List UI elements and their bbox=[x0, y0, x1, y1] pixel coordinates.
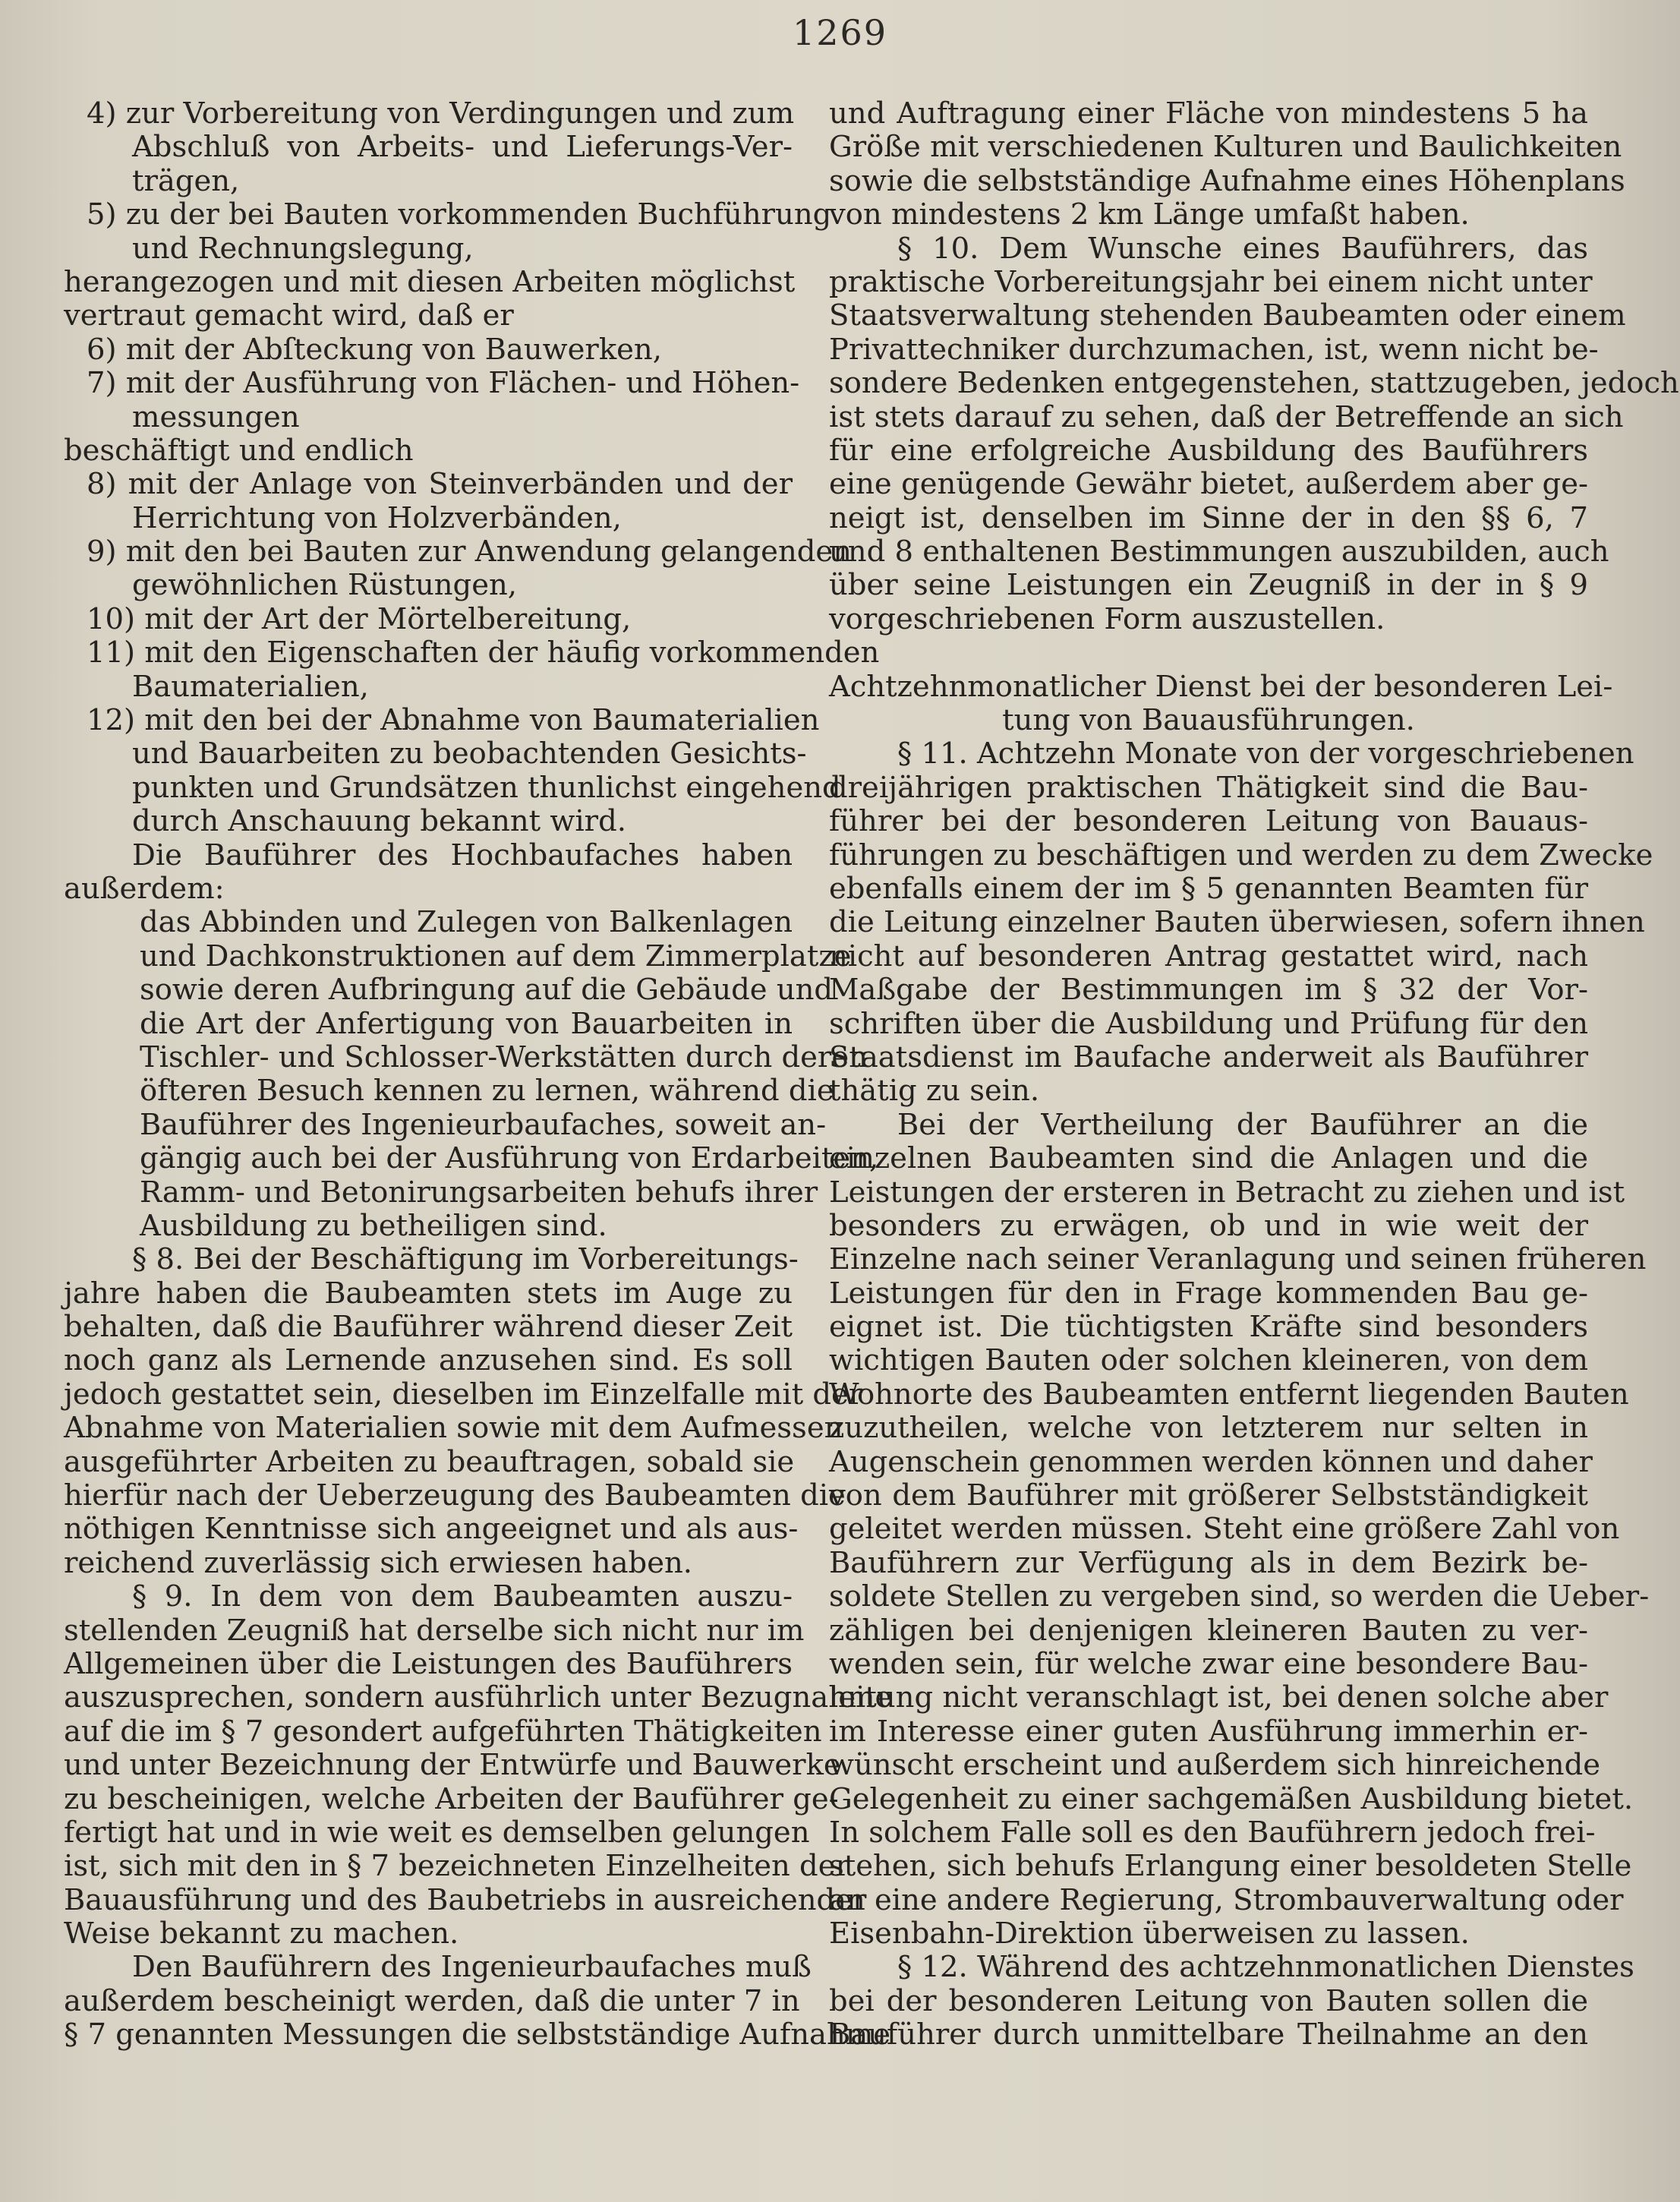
text-line: 12) mit den bei der Abnahme von Baumaterialien bbox=[87, 703, 820, 738]
text-line: 11) mit den Eigenschaften der häufig vorkommenden bbox=[87, 636, 880, 670]
text-line: fertigt hat und in wie weit es demselben gelungen bbox=[64, 1815, 810, 1850]
section-heading: Achtzehnmonatlicher Dienst bei der besonderen Lei- bbox=[829, 669, 1613, 704]
text-line: Gelegenheit zu einer sachgemäßen Ausbildung bietet. bbox=[829, 1781, 1634, 1816]
text-line: hierfür nach der Ueberzeugung des Baubeamten die bbox=[64, 1478, 846, 1513]
section-12-start: § 12. Während des achtzehnmonatlichen Dienstes bbox=[897, 1950, 1634, 1985]
text-line: ist, sich mit den in § 7 bezeichneten Einzelheiten der bbox=[64, 1849, 849, 1884]
text-line: über seine Leistungen ein Zeugniß in der in § 9 bbox=[829, 568, 1588, 603]
text-line: Leistungen der ersteren in Betracht zu ziehen und ist bbox=[829, 1175, 1625, 1210]
text-line: Leistungen für den in Frage kommenden Bau ge- bbox=[829, 1276, 1588, 1311]
text-line: vorgeschriebenen Form auszustellen. bbox=[829, 601, 1385, 636]
text-line: messungen bbox=[132, 399, 300, 434]
text-line: § 7 genannten Messungen die selbstständige Aufnahme bbox=[64, 2017, 891, 2052]
text-line: punkten und Grundsätzen thunlichst eingehend bbox=[132, 770, 841, 805]
text-line: jedoch gestattet sein, dieselben im Einzelfalle mit der bbox=[64, 1377, 863, 1412]
text-line: und unter Bezeichnung der Entwürfe und Bauwerke bbox=[64, 1748, 841, 1783]
text-line: Wohnorte des Baubeamten entfernt liegenden Bauten bbox=[829, 1377, 1629, 1412]
text-line: Bauausführung und des Baubetriebs in ausreichender bbox=[64, 1882, 867, 1917]
text-line: wünscht erscheint und außerdem sich hinreichende bbox=[829, 1748, 1601, 1783]
text-line: 4) zur Vorbereitung von Verdingungen und zum bbox=[87, 96, 795, 131]
text-line: schriften über die Ausbildung und Prüfung für den bbox=[829, 1006, 1588, 1041]
text-line: an eine andere Regierung, Strombauverwaltung oder bbox=[829, 1882, 1624, 1917]
text-line: sowie die selbstständige Aufnahme eines Höhenplans bbox=[829, 163, 1625, 198]
text-line: 9) mit den bei Bauten zur Anwendung gelangenden bbox=[87, 535, 852, 569]
text-line: Augenschein genommen werden können und daher bbox=[829, 1444, 1593, 1479]
text-line: vertraut gemacht wird, daß er bbox=[64, 298, 514, 333]
text-line: Baumaterialien, bbox=[132, 669, 369, 704]
text-line: zähligen bei denjenigen kleineren Bauten zu ver- bbox=[829, 1613, 1588, 1648]
text-line: Weise bekannt zu machen. bbox=[64, 1916, 459, 1951]
text-line: und Auftragung einer Fläche von mindestens 5 ha bbox=[829, 96, 1588, 131]
section-8-start: § 8. Bei der Beschäftigung im Vorbereitungs- bbox=[132, 1242, 799, 1277]
text-line: stehen, sich behufs Erlangung einer besoldeten Stelle bbox=[829, 1849, 1632, 1884]
text-line: Staatsverwaltung stehenden Baubeamten oder einem bbox=[829, 298, 1626, 333]
text-line: Eisenbahn-Direktion überweisen zu lassen. bbox=[829, 1916, 1470, 1951]
text-line: ausgeführter Arbeiten zu beauftragen, sobald sie bbox=[64, 1444, 795, 1479]
spacer bbox=[829, 636, 1588, 670]
text-line: einzelnen Baubeamten sind die Anlagen und die bbox=[829, 1141, 1588, 1176]
section-heading: tung von Bauausführungen. bbox=[1002, 703, 1415, 738]
text-line: außerdem bescheinigt werden, daß die unter 7 in bbox=[64, 1983, 800, 2018]
text-line: Abschluß von Arbeits- und Lieferungs-Ver- bbox=[132, 130, 793, 165]
text-line: behalten, daß die Bauführer während dieser Zeit bbox=[64, 1310, 793, 1345]
text-line: beschäftigt und endlich bbox=[64, 433, 414, 468]
right-column bbox=[829, 96, 1679, 2052]
text-line: praktische Vorbereitungsjahr bei einem nicht unter bbox=[829, 264, 1593, 299]
text-line: von dem Bauführer mit größerer Selbstständigkeit bbox=[829, 1478, 1588, 1513]
text-line: dreijährigen praktischen Thätigkeit sind die Bau- bbox=[829, 770, 1588, 805]
text-line: sondere Bedenken entgegenstehen, stattzugeben, jedoch bbox=[829, 366, 1679, 401]
text-line: 6) mit der Abſteckung von Bauwerken, bbox=[87, 332, 662, 367]
section-10-start: § 10. Dem Wunsche eines Bauführers, das bbox=[897, 231, 1588, 266]
text-line: eine genügende Gewähr bietet, außerdem aber ge- bbox=[829, 467, 1588, 502]
text-line: Die Bauführer des Hochbaufaches haben bbox=[132, 838, 793, 872]
text-line: wichtigen Bauten oder solchen kleineren, von dem bbox=[829, 1343, 1588, 1378]
text-line: und Dachkonstruktionen auf dem Zimmerplatze bbox=[140, 939, 852, 973]
section-9-start: § 9. In dem von dem Baubeamten auszu- bbox=[132, 1579, 793, 1614]
text-line: Staatsdienst im Baufache anderweit als Bauführer bbox=[829, 1039, 1588, 1074]
text-line: 8) mit der Anlage von Steinverbänden und der bbox=[87, 467, 793, 502]
text-line: trägen, bbox=[132, 163, 240, 198]
text-line: führer bei der besonderen Leitung von Bauaus- bbox=[829, 804, 1588, 839]
text-line: durch Anschauung bekannt wird. bbox=[132, 804, 626, 839]
text-line: die Art der Anfertigung von Bauarbeiten in bbox=[140, 1006, 793, 1041]
text-line: auf die im § 7 gesondert aufgeführten Thätigkeiten bbox=[64, 1714, 822, 1749]
text-line: Privattechniker durchzumachen, ist, wenn nicht be- bbox=[829, 332, 1599, 367]
text-line: Ausbildung zu betheiligen sind. bbox=[140, 1208, 607, 1243]
text-line: Allgemeinen über die Leistungen des Bauführers bbox=[64, 1646, 793, 1681]
text-line: ist stets darauf zu sehen, daß der Betreffende an sich bbox=[829, 399, 1624, 434]
text-line: im Interesse einer guten Ausführung immerhin er- bbox=[829, 1714, 1588, 1749]
text-line: Herrichtung von Holzverbänden, bbox=[132, 500, 622, 535]
text-line: Bauführern zur Verfügung als in dem Bezirk be- bbox=[829, 1545, 1588, 1580]
text-line: leitung nicht veranschlagt ist, bei denen solche aber bbox=[829, 1680, 1609, 1715]
text-line: 5) zu der bei Bauten vorkommenden Buchführung bbox=[87, 197, 832, 232]
text-line: stellenden Zeugniß hat derselbe sich nicht nur im bbox=[64, 1613, 805, 1648]
text-line: gewöhnlichen Rüstungen, bbox=[132, 568, 518, 603]
text-line: eignet ist. Die tüchtigsten Kräfte sind besonders bbox=[829, 1310, 1588, 1345]
text-line: bei der besonderen Leitung von Bauten sollen die bbox=[829, 1983, 1588, 2018]
text-line: Maßgabe der Bestimmungen im § 32 der Vor- bbox=[829, 973, 1588, 1008]
text-line: Bei der Vertheilung der Bauführer an die bbox=[897, 1107, 1588, 1142]
text-line: und Rechnungslegung, bbox=[132, 231, 474, 266]
text-line: neigt ist, denselben im Sinne der in den §§ 6, 7 bbox=[829, 500, 1588, 535]
text-line: Einzelne nach seiner Veranlagung und seinen früheren bbox=[829, 1242, 1647, 1277]
text-line: zu bescheinigen, welche Arbeiten der Bauführer ge- bbox=[64, 1781, 839, 1816]
text-line: 10) mit der Art der Mörtelbereitung, bbox=[87, 601, 632, 636]
text-line: herangezogen und mit diesen Arbeiten möglichst bbox=[64, 264, 796, 299]
text-line: öfteren Besuch kennen zu lernen, während die bbox=[140, 1074, 834, 1109]
text-line: geleitet werden müssen. Steht eine größere Zahl von bbox=[829, 1512, 1620, 1547]
text-line: Bauführer des Ingenieurbaufaches, soweit an- bbox=[140, 1107, 827, 1142]
section-11-start: § 11. Achtzehn Monate von der vorgeschriebenen bbox=[897, 737, 1634, 771]
text-line: noch ganz als Lernende anzusehen sind. Es soll bbox=[64, 1343, 793, 1378]
text-line: die Leitung einzelner Bauten überwiesen, sofern ihnen bbox=[829, 905, 1645, 940]
text-line: ebenfalls einem der im § 5 genannten Beamten für bbox=[829, 871, 1588, 906]
left-column bbox=[64, 96, 893, 2052]
text-line: zuzutheilen, welche von letzterem nur selten in bbox=[829, 1411, 1588, 1446]
text-line: das Abbinden und Zulegen von Balkenlagen bbox=[140, 905, 793, 940]
text-line: sowie deren Aufbringung auf die Gebäude und bbox=[140, 973, 834, 1008]
text-line: auszusprechen, sondern ausführlich unter Bezugnahme bbox=[64, 1680, 893, 1715]
text-line: von mindestens 2 km Länge umfaßt haben. bbox=[829, 197, 1470, 232]
text-line: Größe mit verschiedenen Kulturen und Baulichkeiten bbox=[829, 130, 1622, 165]
text-line: wenden sein, für welche zwar eine besondere Bau- bbox=[829, 1646, 1588, 1681]
text-line: besonders zu erwägen, ob und in wie weit der bbox=[829, 1208, 1588, 1243]
text-line: nöthigen Kenntnisse sich angeeignet und als aus- bbox=[64, 1512, 799, 1547]
text-line: jahre haben die Baubeamten stets im Auge zu bbox=[64, 1276, 793, 1311]
text-line: Abnahme von Materialien sowie mit dem Aufmessen bbox=[64, 1411, 843, 1446]
text-line: nicht auf besonderen Antrag gestattet wird, nach bbox=[829, 939, 1588, 973]
text-line: und Bauarbeiten zu beobachtenden Gesichts- bbox=[132, 737, 807, 771]
text-line: reichend zuverlässig sich erwiesen haben. bbox=[64, 1545, 693, 1580]
text-line: gängig auch bei der Ausführung von Erdarbeiten, bbox=[140, 1141, 879, 1176]
text-line: Tischler- und Schlosser-Werkstätten durch deren bbox=[140, 1039, 868, 1074]
text-line: thätig zu sein. bbox=[829, 1074, 1040, 1109]
text-line: Ramm- und Betonirungsarbeiten behufs ihrer bbox=[140, 1175, 818, 1210]
text-line: außerdem: bbox=[64, 871, 225, 906]
text-line: 7) mit der Ausführung von Flächen- und Höhen- bbox=[87, 366, 800, 401]
text-line: Bauführer durch unmittelbare Theilnahme an den bbox=[829, 2017, 1588, 2052]
text-line: für eine erfolgreiche Ausbildung des Bauführers bbox=[829, 433, 1588, 468]
text-line: und 8 enthaltenen Bestimmungen auszubilden, auch bbox=[829, 535, 1609, 569]
text-line: Den Bauführern des Ingenieurbaufaches muß bbox=[132, 1950, 812, 1985]
page-number: 1269 bbox=[792, 12, 888, 53]
text-line: soldete Stellen zu vergeben sind, so werden die Ueber- bbox=[829, 1579, 1650, 1614]
text-line: führungen zu beschäftigen und werden zu dem Zwecke bbox=[829, 838, 1653, 872]
text-line: In solchem Falle soll es den Bauführern jedoch frei- bbox=[829, 1815, 1596, 1850]
